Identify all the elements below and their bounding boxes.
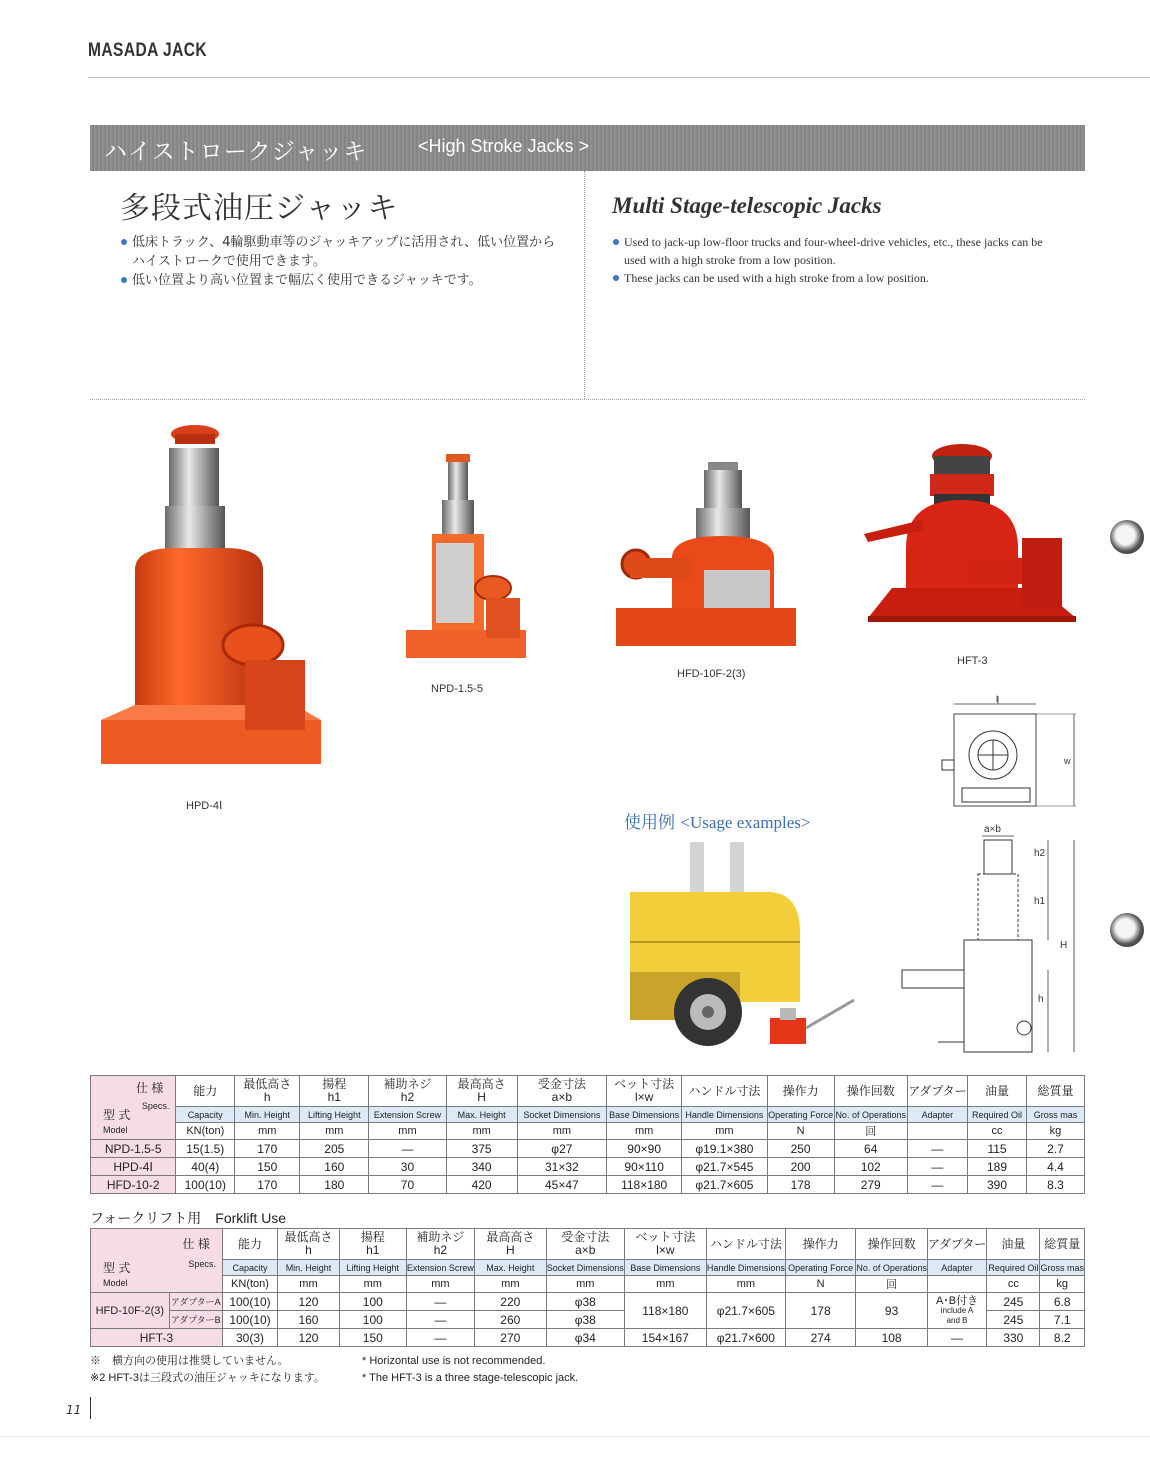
value-cell: 100(10)	[176, 1176, 235, 1194]
value-cell: 31×32	[517, 1158, 606, 1176]
page-title-jp: 多段式油圧ジャッキ	[120, 191, 399, 226]
value-cell: —	[907, 1176, 967, 1194]
dim-label-h2: h2	[1034, 848, 1046, 859]
column-header: 操作回数	[834, 1076, 907, 1107]
banner-title-en: <High Stroke Jacks >	[418, 136, 590, 156]
feature-item-jp: 低床トラック、4輪駆動車等のジャッキアップに活用され、低い位置からハイストロークで使用できます。	[120, 233, 560, 271]
dim-label-h1: h1	[1034, 896, 1046, 907]
note-item: ※2 HFT-3は三段式の油圧ジャッキになります。	[90, 1372, 325, 1384]
note-item: ※ 横方向の使用は推奨していません。	[90, 1355, 289, 1367]
column-header: 操作回数	[856, 1229, 928, 1260]
value-cell: 115	[968, 1140, 1027, 1158]
column-header: 最低高さ h	[278, 1229, 340, 1260]
value-cell: 340	[446, 1158, 517, 1176]
section-banner	[90, 125, 1085, 171]
notes-jp	[90, 1353, 325, 1387]
column-header: 油量	[968, 1076, 1027, 1107]
column-header: 補助ネジ h2	[369, 1076, 446, 1107]
value-cell: —	[369, 1140, 446, 1158]
model-cell: NPD-1.5-5	[91, 1140, 176, 1158]
unit-cell: mm	[607, 1123, 682, 1140]
column-header: 操作力	[785, 1229, 855, 1260]
column-header: ハンドル寸法	[682, 1076, 767, 1107]
column-header: 油量	[987, 1229, 1040, 1260]
column-header: 総質量	[1040, 1229, 1085, 1260]
dim-label-H: H	[1060, 940, 1068, 951]
banner-title-jp: ハイストロークジャッキ	[104, 139, 368, 165]
table-row	[91, 1158, 1085, 1176]
table-row	[91, 1176, 1085, 1194]
column-header: 総質量	[1026, 1076, 1084, 1107]
column-header: ベット寸法 l×w	[607, 1076, 682, 1107]
binder-hole-icon	[1110, 520, 1144, 554]
feature-item-en: Used to jack-up low-floor trucks and four-wheel-drive vehicles, etc., these jacks can be used with a high stroke from a low position.	[612, 233, 1052, 269]
column-header: ベット寸法 l×w	[624, 1229, 706, 1260]
value-cell: 180	[300, 1176, 369, 1194]
forklift-usage-illustration	[630, 842, 860, 1047]
unit-cell: mm	[235, 1123, 300, 1140]
value-cell: 70	[369, 1176, 446, 1194]
value-cell: φ27	[517, 1140, 606, 1158]
value-cell: 170	[235, 1176, 300, 1194]
table-row: HFD-10F-2(3) アダプターA 100(10) 120 100 — 220 φ38 118×180 φ21.7×605 178 93 A･B付き include A and B 245 6.8	[91, 1293, 1085, 1311]
product-caption: HFD-10F-2(3)	[677, 668, 746, 680]
value-cell: 2.7	[1026, 1140, 1084, 1158]
spec-table-forklift: 仕 様 Specs. 型 式 Model 能力 最低高さ h 揚程 h1 補助ネジ h2 最高高さ H 受金寸法 a×b ベット寸法 l×w ハンドル寸法 操作力 操作回数 アダプター 油量 総質量 Capacity Min. Height Lifting Height Extension Screw Max. Height Socket Dimensions Base Dimensions Handle Dimensions Operating Force No. of Operations Adapter Required Oil Gross mas KN(ton) mm mm mm mm mm mm mm N 回 cc kg HFD-10F-2(3) アダプターA 100(10) 120 100 — 220 φ38 118×180 φ21.7×605 178 93 A･B付き include A and B 245 6.8 アダプターB 100(10) 160 100 — 260 φ38 245 7.1 HFT-3 30(3) 120 150 — 270 φ34 154×167 φ21.7×600 274 108 — 330 8.2	[90, 1228, 1085, 1347]
column-header: アダプター	[907, 1076, 967, 1107]
column-header: 受金寸法 a×b	[546, 1229, 624, 1260]
adapter-cell: アダプターA	[169, 1293, 222, 1311]
header-rule	[88, 77, 1150, 78]
column-header-en: Min. Height	[235, 1107, 300, 1123]
value-cell: φ21.7×545	[682, 1158, 767, 1176]
unit-cell: mm	[300, 1123, 369, 1140]
usage-title-en: <Usage examples>	[680, 813, 811, 832]
value-cell: 170	[235, 1140, 300, 1158]
column-header: 補助ネジ h2	[406, 1229, 474, 1260]
column-header-en: Gross mas	[1026, 1107, 1084, 1123]
feature-item-en: These jacks can be used with a high stroke from a low position.	[612, 269, 1052, 287]
spec-table-standard	[90, 1075, 1085, 1194]
value-cell: φ21.7×605	[682, 1176, 767, 1194]
column-header-en: Lifting Height	[300, 1107, 369, 1123]
corner-model-en: Model	[103, 1125, 128, 1135]
column-header: 最低高さ h	[235, 1076, 300, 1107]
column-header: 能力	[176, 1076, 235, 1107]
unit-cell: kg	[1026, 1123, 1084, 1140]
value-cell: 160	[300, 1158, 369, 1176]
column-header-en: Adapter	[907, 1107, 967, 1123]
column-header-en: Max. Height	[446, 1107, 517, 1123]
column-header: ハンドル寸法	[706, 1229, 785, 1260]
jack-image-hpd-4	[95, 420, 335, 780]
product-caption: HFT-3	[957, 655, 988, 667]
dim-label-axb: a×b	[984, 824, 1001, 835]
binder-hole-icon	[1110, 913, 1144, 947]
usage-title	[624, 808, 811, 833]
column-header: 揚程 h1	[339, 1229, 406, 1260]
unit-cell: mm	[517, 1123, 606, 1140]
column-header: アダプター	[927, 1229, 986, 1260]
model-cell: HFD-10F-2(3)	[91, 1293, 170, 1329]
adapter-included-cell: A･B付き include A and B	[927, 1293, 986, 1329]
model-cell: HFT-3	[91, 1329, 223, 1347]
table-corner: 仕 様 Specs. 型 式 Model	[91, 1229, 223, 1293]
page-number: 11	[66, 1403, 82, 1417]
top-view-diagram	[938, 692, 1078, 816]
column-header: 操作力	[767, 1076, 834, 1107]
value-cell: 420	[446, 1176, 517, 1194]
unit-cell: mm	[369, 1123, 446, 1140]
feature-item-jp: 低い位置より高い位置まで幅広く使用できるジャッキです。	[120, 271, 560, 290]
unit-cell: cc	[968, 1123, 1027, 1140]
unit-cell: KN(ton)	[176, 1123, 235, 1140]
table-corner	[91, 1076, 176, 1140]
value-cell: 189	[968, 1158, 1027, 1176]
column-header: 揚程 h1	[300, 1076, 369, 1107]
notes-en	[362, 1353, 578, 1387]
value-cell: 4.4	[1026, 1158, 1084, 1176]
corner-spec-en: Specs.	[141, 1101, 170, 1111]
column-header-en: Required Oil	[968, 1107, 1027, 1123]
product-caption: HPD-4Ⅰ	[186, 800, 223, 812]
table-row: アダプターB 100(10) 160 100 — 260 φ38 245 7.1	[91, 1311, 1085, 1329]
jack-image-hft-3	[862, 438, 1082, 628]
column-header: 能力	[222, 1229, 277, 1260]
column-header: 受金寸法 a×b	[517, 1076, 606, 1107]
model-cell: HFD-10-2	[91, 1176, 176, 1194]
column-header-en: Socket Dimensions	[517, 1107, 606, 1123]
unit-cell: N	[767, 1123, 834, 1140]
value-cell: 375	[446, 1140, 517, 1158]
value-cell: 150	[235, 1158, 300, 1176]
page-title-en: Multi Stage-telescopic Jacks	[612, 193, 882, 218]
value-cell: 40(4)	[176, 1158, 235, 1176]
value-cell: —	[907, 1140, 967, 1158]
value-cell: 30	[369, 1158, 446, 1176]
value-cell: 64	[834, 1140, 907, 1158]
value-cell: 118×180	[607, 1176, 682, 1194]
value-cell: 90×90	[607, 1140, 682, 1158]
unit-cell: mm	[682, 1123, 767, 1140]
value-cell: 178	[767, 1176, 834, 1194]
dim-label-h: h	[1038, 994, 1044, 1005]
column-header-en: Base Dimensions	[607, 1107, 682, 1123]
usage-title-jp: 使用例	[624, 813, 675, 832]
column-header-en: Handle Dimensions	[682, 1107, 767, 1123]
dim-label-l: l	[996, 694, 998, 704]
unit-cell: mm	[446, 1123, 517, 1140]
value-cell: 390	[968, 1176, 1027, 1194]
column-divider	[584, 171, 585, 399]
corner-spec-jp: 仕 様	[135, 1081, 164, 1095]
value-cell: 250	[767, 1140, 834, 1158]
dim-label-w: w	[1064, 756, 1071, 766]
column-header: 最高高さ H	[474, 1229, 546, 1260]
table-row: HFT-3 30(3) 120 150 — 270 φ34 154×167 φ21.7×600 274 108 — 330 8.2	[91, 1329, 1085, 1347]
unit-cell	[907, 1123, 967, 1140]
value-cell: 279	[834, 1176, 907, 1194]
unit-cell: 回	[834, 1123, 907, 1140]
footer-rule	[0, 1436, 1150, 1437]
model-cell: HPD-4Ⅰ	[91, 1158, 176, 1176]
jack-image-hfd-10f-2	[612, 458, 802, 653]
value-cell: —	[907, 1158, 967, 1176]
note-item: * Horizontal use is not recommended.	[362, 1355, 546, 1367]
column-header-en: No. of Operations	[834, 1107, 907, 1123]
column-header-en: Capacity	[176, 1107, 235, 1123]
value-cell: 8.3	[1026, 1176, 1084, 1194]
section-divider	[90, 399, 1085, 400]
value-cell: 200	[767, 1158, 834, 1176]
column-header-en: Extension Screw	[369, 1107, 446, 1123]
value-cell: 205	[300, 1140, 369, 1158]
column-header: 最高高さ H	[446, 1076, 517, 1107]
adapter-cell: アダプターB	[169, 1311, 222, 1329]
value-cell: 45×47	[517, 1176, 606, 1194]
value-cell: 102	[834, 1158, 907, 1176]
value-cell: φ19.1×380	[682, 1140, 767, 1158]
value-cell: 15(1.5)	[176, 1140, 235, 1158]
corner-model-jp: 型 式	[103, 1108, 131, 1122]
value-cell: 90×110	[607, 1158, 682, 1176]
column-header-en: Operating Force	[767, 1107, 834, 1123]
product-caption: NPD-1.5-5	[431, 683, 483, 695]
brand-logo: MASADA JACK	[88, 40, 208, 61]
forklift-section-title: フォークリフト用 Forklift Use	[90, 1210, 287, 1226]
side-view-diagram	[898, 820, 1083, 1060]
table-row	[91, 1140, 1085, 1158]
jack-image-npd-1-5-5	[398, 448, 533, 663]
footer-bar	[90, 1397, 91, 1419]
feature-list-en	[612, 233, 1052, 287]
feature-list-jp	[120, 233, 560, 290]
note-item: * The HFT-3 is a three stage-telescopic jack.	[362, 1372, 579, 1384]
